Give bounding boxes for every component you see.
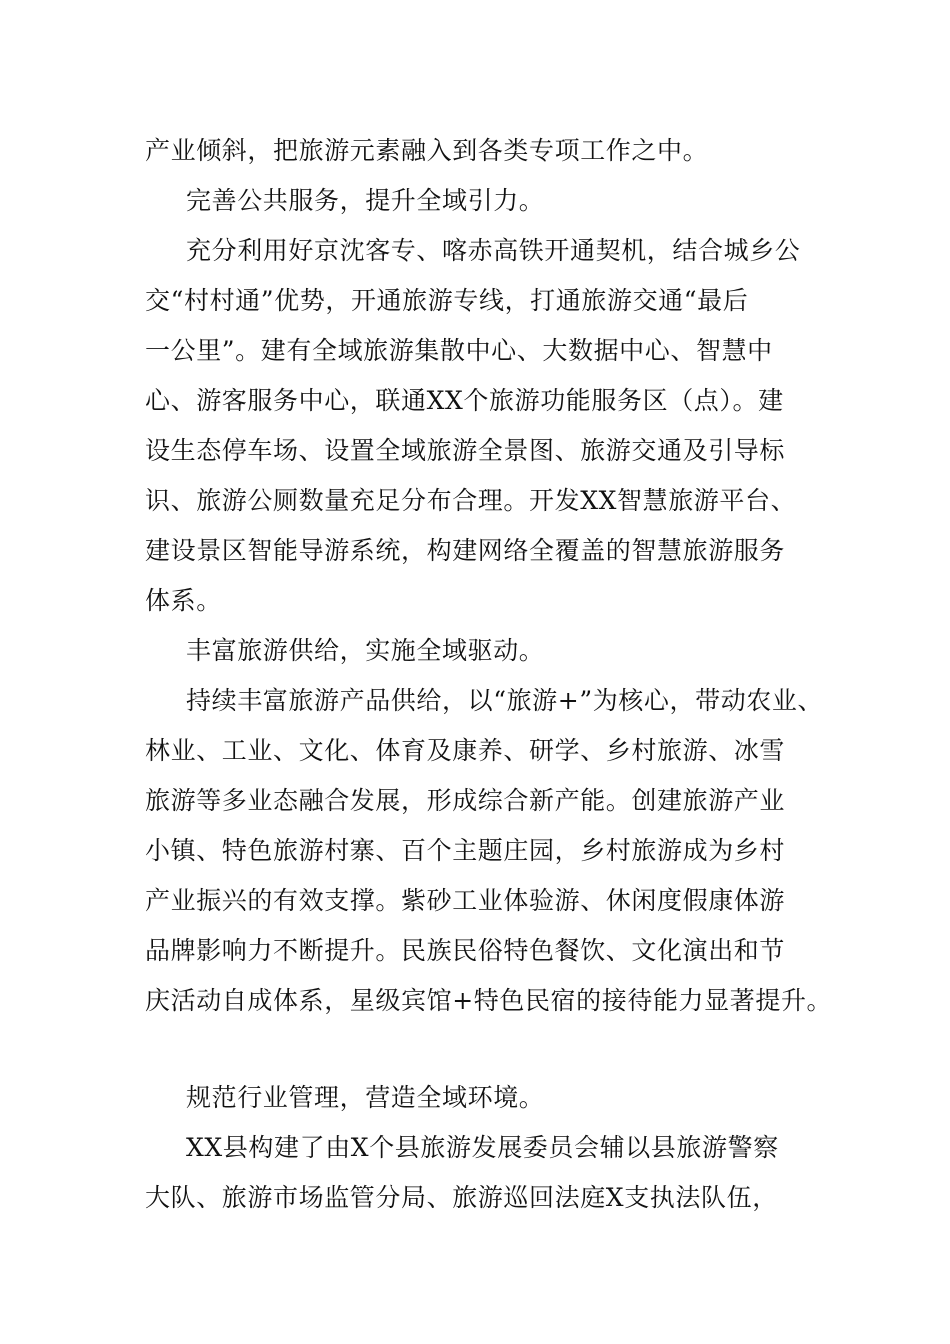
paragraph-line: 品牌影响力不断提升。民族民俗特色餐饮、文化演出和节 [145,936,786,965]
paragraph-line: 大队、旅游市场监管分局、旅游巡回法庭X支执法队伍， [145,1183,778,1212]
paragraph-line: 建设景区智能导游系统，构建网络全覆盖的智慧旅游服务 [145,536,786,565]
paragraph-line: XX县构建了由X个县旅游发展委员会辅以县旅游警察 [186,1133,779,1162]
section-heading-tourism-supply: 丰富旅游供给，实施全域驱动。 [186,636,545,665]
paragraph-line: 体系。 [145,586,222,615]
section-heading-public-services: 完善公共服务，提升全域引力。 [186,186,545,215]
section-heading-industry-management: 规范行业管理，营造全域环境。 [186,1083,545,1112]
paragraph-line: 庆活动自成体系，星级宾馆+特色民宿的接待能力显著提升。 [145,986,833,1015]
paragraph-line: 产业振兴的有效支撑。紫砂工业体验游、休闲度假康体游 [145,886,786,915]
paragraph-line: 一公里”。建有全域旅游集散中心、大数据中心、智慧中 [145,336,773,365]
paragraph-line: 充分利用好京沈客专、喀赤高铁开通契机，结合城乡公 [186,236,801,265]
paragraph-line: 小镇、特色旅游村寨、百个主题庄园，乡村旅游成为乡村 [145,836,786,865]
paragraph-line: 林业、工业、文化、体育及康养、研学、乡村旅游、冰雪 [145,736,786,765]
paragraph-line: 交“村村通”优势，开通旅游专线，打通旅游交通“最后 [145,286,749,315]
paragraph-continuation-line: 产业倾斜，把旅游元素融入到各类专项工作之中。 [145,136,709,165]
paragraph-line: 设生态停车场、设置全域旅游全景图、旅游交通及引导标 [145,436,786,465]
paragraph-line: 心、游客服务中心，联通XX个旅游功能服务区（点）。建 [145,386,784,415]
paragraph-line: 识、旅游公厕数量充足分布合理。开发XX智慧旅游平台、 [145,486,797,515]
paragraph-line: 持续丰富旅游产品供给，以“旅游+”为核心，带动农业、 [186,686,824,715]
paragraph-line: 旅游等多业态融合发展，形成综合新产能。创建旅游产业 [145,786,786,815]
